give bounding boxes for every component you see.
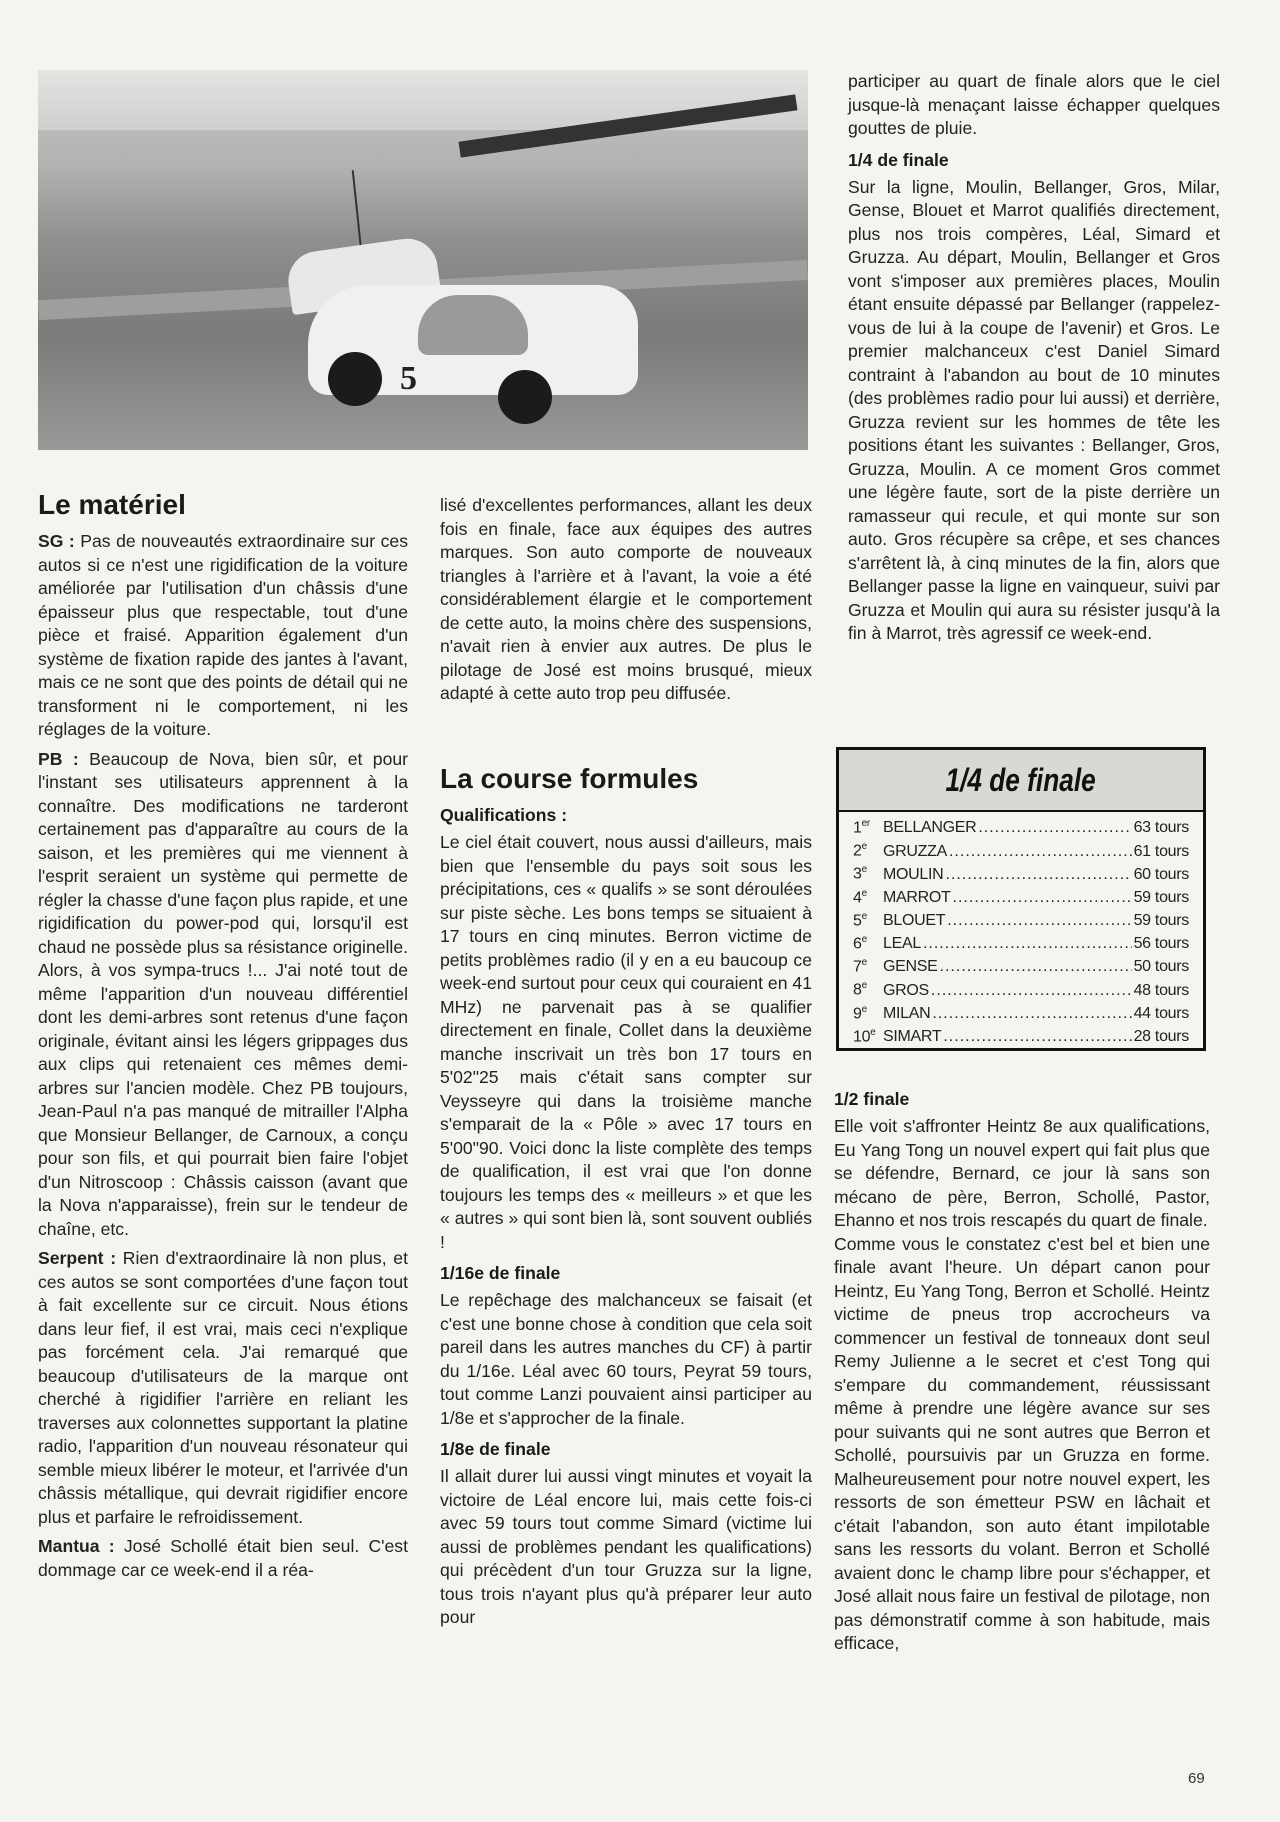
car-number: 5 [400,360,417,397]
paragraph-serpent [38,1247,408,1529]
results-list [839,812,1203,1050]
results-row [853,1004,1189,1027]
result-name: BLOUET [883,912,946,930]
result-leader-dots [945,866,1131,884]
section-heading-course: La course formules [440,763,699,794]
paragraph-text: lisé d'excellentes performances, allant les deux fois en finale, face aux équipes des autres marques. Son auto comporte de nouveaux triangles à l'arrière et à l'avant, la voie a été considérablement élargie et le comportement de cette auto, la moins chère des suspensions, n'avait rien à envier aux autres. De plus le pilotage de José est moins brusqué, mieux adapté à cette auto trop peu diffusée. [440,495,812,703]
result-leader-dots [953,889,1132,907]
result-rank-number: 5 [853,912,862,930]
paragraph-text: Il allait durer lui aussi vingt minutes et voyait la victoire de Léal encore lui, mais cette fois-ci avec 59 tours tout comme Simard (victime lui aussi de problèmes pendant les qualifications) qui précèdent d'un tour Gruzza sur la ligne, tous trois n'ayant plus qu'à préparer leur auto pour [440,1466,812,1627]
result-rank-number: 1 [853,819,862,837]
paragraph-text: Elle voit s'affronter Heintz 8e aux qualifications, Eu Yang Tong un nouvel expert qui fait plus que se défendre, Bernard, ce jour là sans son mécano de père, Berron, Schollé, Pastor, Ehanno et nos trois rescapés du quart de finale. [834,1116,1210,1230]
result-rank-number: 8 [853,981,862,999]
column-middle [440,762,812,1636]
result-name: SIMART [883,1028,942,1046]
results-row [853,841,1189,864]
result-leader-dots [923,935,1132,953]
result-leader-dots [931,982,1132,1000]
result-rank-suffix: e [870,1026,876,1038]
result-rank-suffix: e [861,1003,867,1015]
results-row [853,818,1189,841]
result-laps: 56 tours [1133,935,1189,953]
result-name: MILAN [883,1004,931,1022]
result-laps: 44 tours [1133,1004,1189,1022]
paragraph-text: Pas de nouveautés extraordinaire sur ces autos si ce n'est une rigidification de la voiture améliorée par l'utilisation d'un châssis d'une épaisseur plus que respectable, tout d'une pièce et fraisé. Apparition également d'un système de fixation rapide des jantes à l'avant, mais ce ne sont que des points de détail qui ne transforment ni le comportement, ni les réglages de la voiture. [38,531,408,739]
results-row [853,980,1189,1003]
result-laps: 63 tours [1133,819,1189,837]
result-rank [853,1027,883,1046]
paragraph-lead: SG : [38,531,75,551]
results-title: 1/4 de finale [945,761,1097,798]
result-rank-number: 9 [853,1004,862,1022]
result-rank [853,980,883,999]
result-laps: 59 tours [1133,888,1189,906]
result-laps: 48 tours [1133,981,1189,999]
result-rank [853,841,883,860]
result-rank-suffix: er [861,818,870,829]
results-row [853,888,1189,911]
paragraph-text: Le repêchage des malchanceux se faisait (et c'est une bonne chose à condition que cela soit pareil dans les autres manches du CF) à partir du 1/16e. Léal avec 60 tours, Peyrat 59 tours, tout comme Lanzi pouvaient ainsi participer au 1/8e et s'approcher de la finale. [440,1290,812,1428]
result-rank-suffix: e [861,933,867,945]
result-rank-suffix: e [861,841,867,853]
result-rank [853,818,883,837]
result-rank [853,934,883,953]
result-laps: 28 tours [1133,1028,1189,1046]
car-wheel [328,352,382,406]
result-leader-dots [932,1005,1131,1023]
subheading-sixteenth: 1/16e de finale [440,1263,561,1283]
result-rank-suffix: e [861,980,867,992]
result-rank-suffix: e [861,887,867,899]
paragraph-text: participer au quart de finale alors que le ciel jusque-là menaçant laisse échapper quelques gouttes de pluie. [848,71,1220,138]
results-row [853,864,1189,887]
paragraph-text: Le ciel était couvert, nous aussi d'ailleurs, mais bien que l'ensemble du pays soit sous les précipitations, ces « qualifs » se sont déroulées sur piste sèche. Les bons temps se situaient à 17 tours en cinq minutes. Berron victime de petits problèmes radio (il y en a eu baucoup ce week-end surtout pour ceux qui couraient en 41 MHz) ne parvenait pas à se qualifier directement en finale, Collet dans la deuxième manche inscrivait un très bon 17 tours en 5'02"25 mais c'était sans compter sur Veysseyre qui dans la troisième manche s'emparait de la « Pôle » avec 17 tours en 5'00"90. Voici donc la liste complète des temps de qualification, il est vrai que l'on donne toujours les temps des « meilleurs » et que les « autres » qui sont bien là, sont souvent oubliés ! [440,832,812,1252]
paragraph-lead: Mantua : [38,1536,115,1556]
result-rank-number: 7 [853,958,862,976]
result-laps: 60 tours [1133,865,1189,883]
result-rank-number: 10 [853,1028,871,1046]
result-rank-number: 6 [853,935,862,953]
paragraph-sg [38,530,408,742]
result-leader-dots [940,958,1132,976]
column-middle-top [440,494,812,712]
result-leader-dots [949,843,1132,861]
paragraph-text: José Schollé était bien seul. C'est dommage car ce week-end il a réa- [38,1536,408,1580]
result-rank-suffix: e [861,910,867,922]
paragraph-text: Rien d'extraordinaire là non plus, et ces autos se sont comportées d'une façon tout à fait excellente sur ce circuit. Nous étions dans leur fief, il est vrai, mais ceci n'explique pas forcément cela. J'ai remarqué que beaucoup d'utilisateurs de la marque ont cherché à rigidifier l'arrière en reliant les traverses aux colonnettes supportant la platine radio, l'apparition d'un nouveau résonateur qui semble mieux libérer le moteur, et l'arrivée d'un châssis métallique, qui devrait rigidifier encore plus et parfaire le refroidissement. [38,1248,408,1527]
result-name: GENSE [883,958,938,976]
race-car-photo [38,70,808,450]
result-rank-suffix: e [861,957,867,969]
paragraph-text: Comme vous le constatez c'est bel et bien une finale avant l'heure. Un départ canon pour Heintz, Eu Yang Tong, Berron et Schollé. Heintz victime de pneus trop accrocheurs va commencer un festival de tonneaux dont seul Remy Julienne a le secret et c'est Tong qui s'empare du commandement, réussissant même à prendre une légère avance sur ses pour suivants qui ne sont autres que Berron et Schollé, poursuivis par un Gruzza en forme. Malheureusement pour notre nouvel expert, les ressorts de son émetteur PSW en lâchait et c'était l'abandon, son auto étant impilotable sans les ressorts du volant. Berron et Schollé avaient donc le champ libre pour s'échapper, et José allait nous faire un festival de pilotage, non pas démonstratif comme à son habitude, mais efficace, [834,1233,1210,1653]
car-cockpit [418,295,528,355]
result-rank-suffix: e [861,864,867,876]
result-name: GROS [883,981,929,999]
result-rank [853,864,883,883]
column-left [38,488,408,1588]
result-name: MOULIN [883,865,944,883]
subheading-eighth: 1/8e de finale [440,1439,551,1459]
paragraph-pb [38,748,408,1242]
page-number: 69 [1188,1770,1205,1787]
paragraph-text: Sur la ligne, Moulin, Bellanger, Gros, Milar, Gense, Blouet et Marrot qualifiés directement, plus nos trois compères, Léal, Simard et Gruzza. Au départ, Moulin, Bellanger et Gros vont s'imposer aux premières places, Moulin étant ensuite dépassé par Bellanger (rappelez-vous de lui à la coupe de l'avenir) et Gros. Le premier malchanceux c'est Daniel Simard contraint à l'abandon au bout de 10 minutes (des problèmes radio pour lui aussi) et derrière, Gruzza revient sur les hommes de tête les positions étant les suivantes : Bellanger, Gros, Gruzza, Moulin. A ce moment Gros commet une légère faute, sort de la piste derrière un ramasseur qui recule, et qui monte sur son auto. Gros récupère sa crêpe, et ses chances s'arrêtent là, à cinq minutes de la fin, alors que Bellanger passe la ligne en vainqueur, suivi par Gruzza et Moulin qui aura su résister jusqu'à la fin à Marrot, très agressif ce week-end. [848,176,1220,643]
result-rank-number: 4 [853,888,862,906]
paragraph-text: Beaucoup de Nova, bien sûr, et pour l'instant ses utilisateurs apprennent à la connaître. Des modifications ne tarderont certainement pas d'apparaître au cours de la saison, et les premières qui me viennent à l'esprit seraient un système qui permette de régler la chasse d'une façon plus rapide, et une rigidification du power-pod qui, lorsqu'il est chaud ne possède plus sa résistance originelle. Alors, à vos sympa-trucs !... J'ai noté tout de même l'apparition d'un nouveau différentiel dont les demi-arbres sont retenus d'une façon originale, évitant ainsi les légers grippages dus aux clips qui retenaient ces mêmes demi-arbres sur l'ancien modèle. Chez PB toujours, Jean-Paul n'a pas manqué de mitrailler l'Alpha que Monsieur Bellanger, de Carnoux, a conçu pour son fils, et qui pourrait bien faire l'objet d'un Nitroscoop : Châssis caisson (avant que la Nova n'apparaisse), frein sur le tendeur de chaîne, etc. [38,748,409,1239]
result-rank [853,1004,883,1023]
subheading-semifinal: 1/2 finale [834,1089,910,1109]
result-rank [853,888,883,907]
paragraph-lead: Serpent : [38,1248,117,1268]
paragraph-mantua [38,1535,408,1582]
results-row [853,1027,1189,1050]
results-row [853,911,1189,934]
result-rank-number: 3 [853,865,862,883]
results-row [853,934,1189,957]
column-right-top [848,70,1220,652]
result-rank [853,911,883,930]
result-rank [853,957,883,976]
result-name: MARROT [883,888,951,906]
subheading-quarter: 1/4 de finale [848,149,949,170]
paragraph-lead: PB : [38,748,79,769]
result-name: BELLANGER [883,819,977,837]
column-right-bottom [834,1080,1210,1662]
result-laps: 61 tours [1133,842,1189,860]
result-leader-dots [978,819,1131,837]
section-heading-materiel: Le matériel [38,489,186,520]
result-laps: 59 tours [1133,912,1189,930]
result-name: GRUZZA [883,842,947,860]
results-row [853,957,1189,980]
results-box [836,747,1206,1051]
result-laps: 50 tours [1133,958,1189,976]
car-wheel [498,370,552,424]
subheading-qualifications: Qualifications : [440,805,568,825]
result-leader-dots [947,912,1131,930]
result-leader-dots [943,1028,1131,1046]
result-rank-number: 2 [853,842,862,860]
results-header [839,750,1203,812]
result-name: LEAL [883,935,921,953]
